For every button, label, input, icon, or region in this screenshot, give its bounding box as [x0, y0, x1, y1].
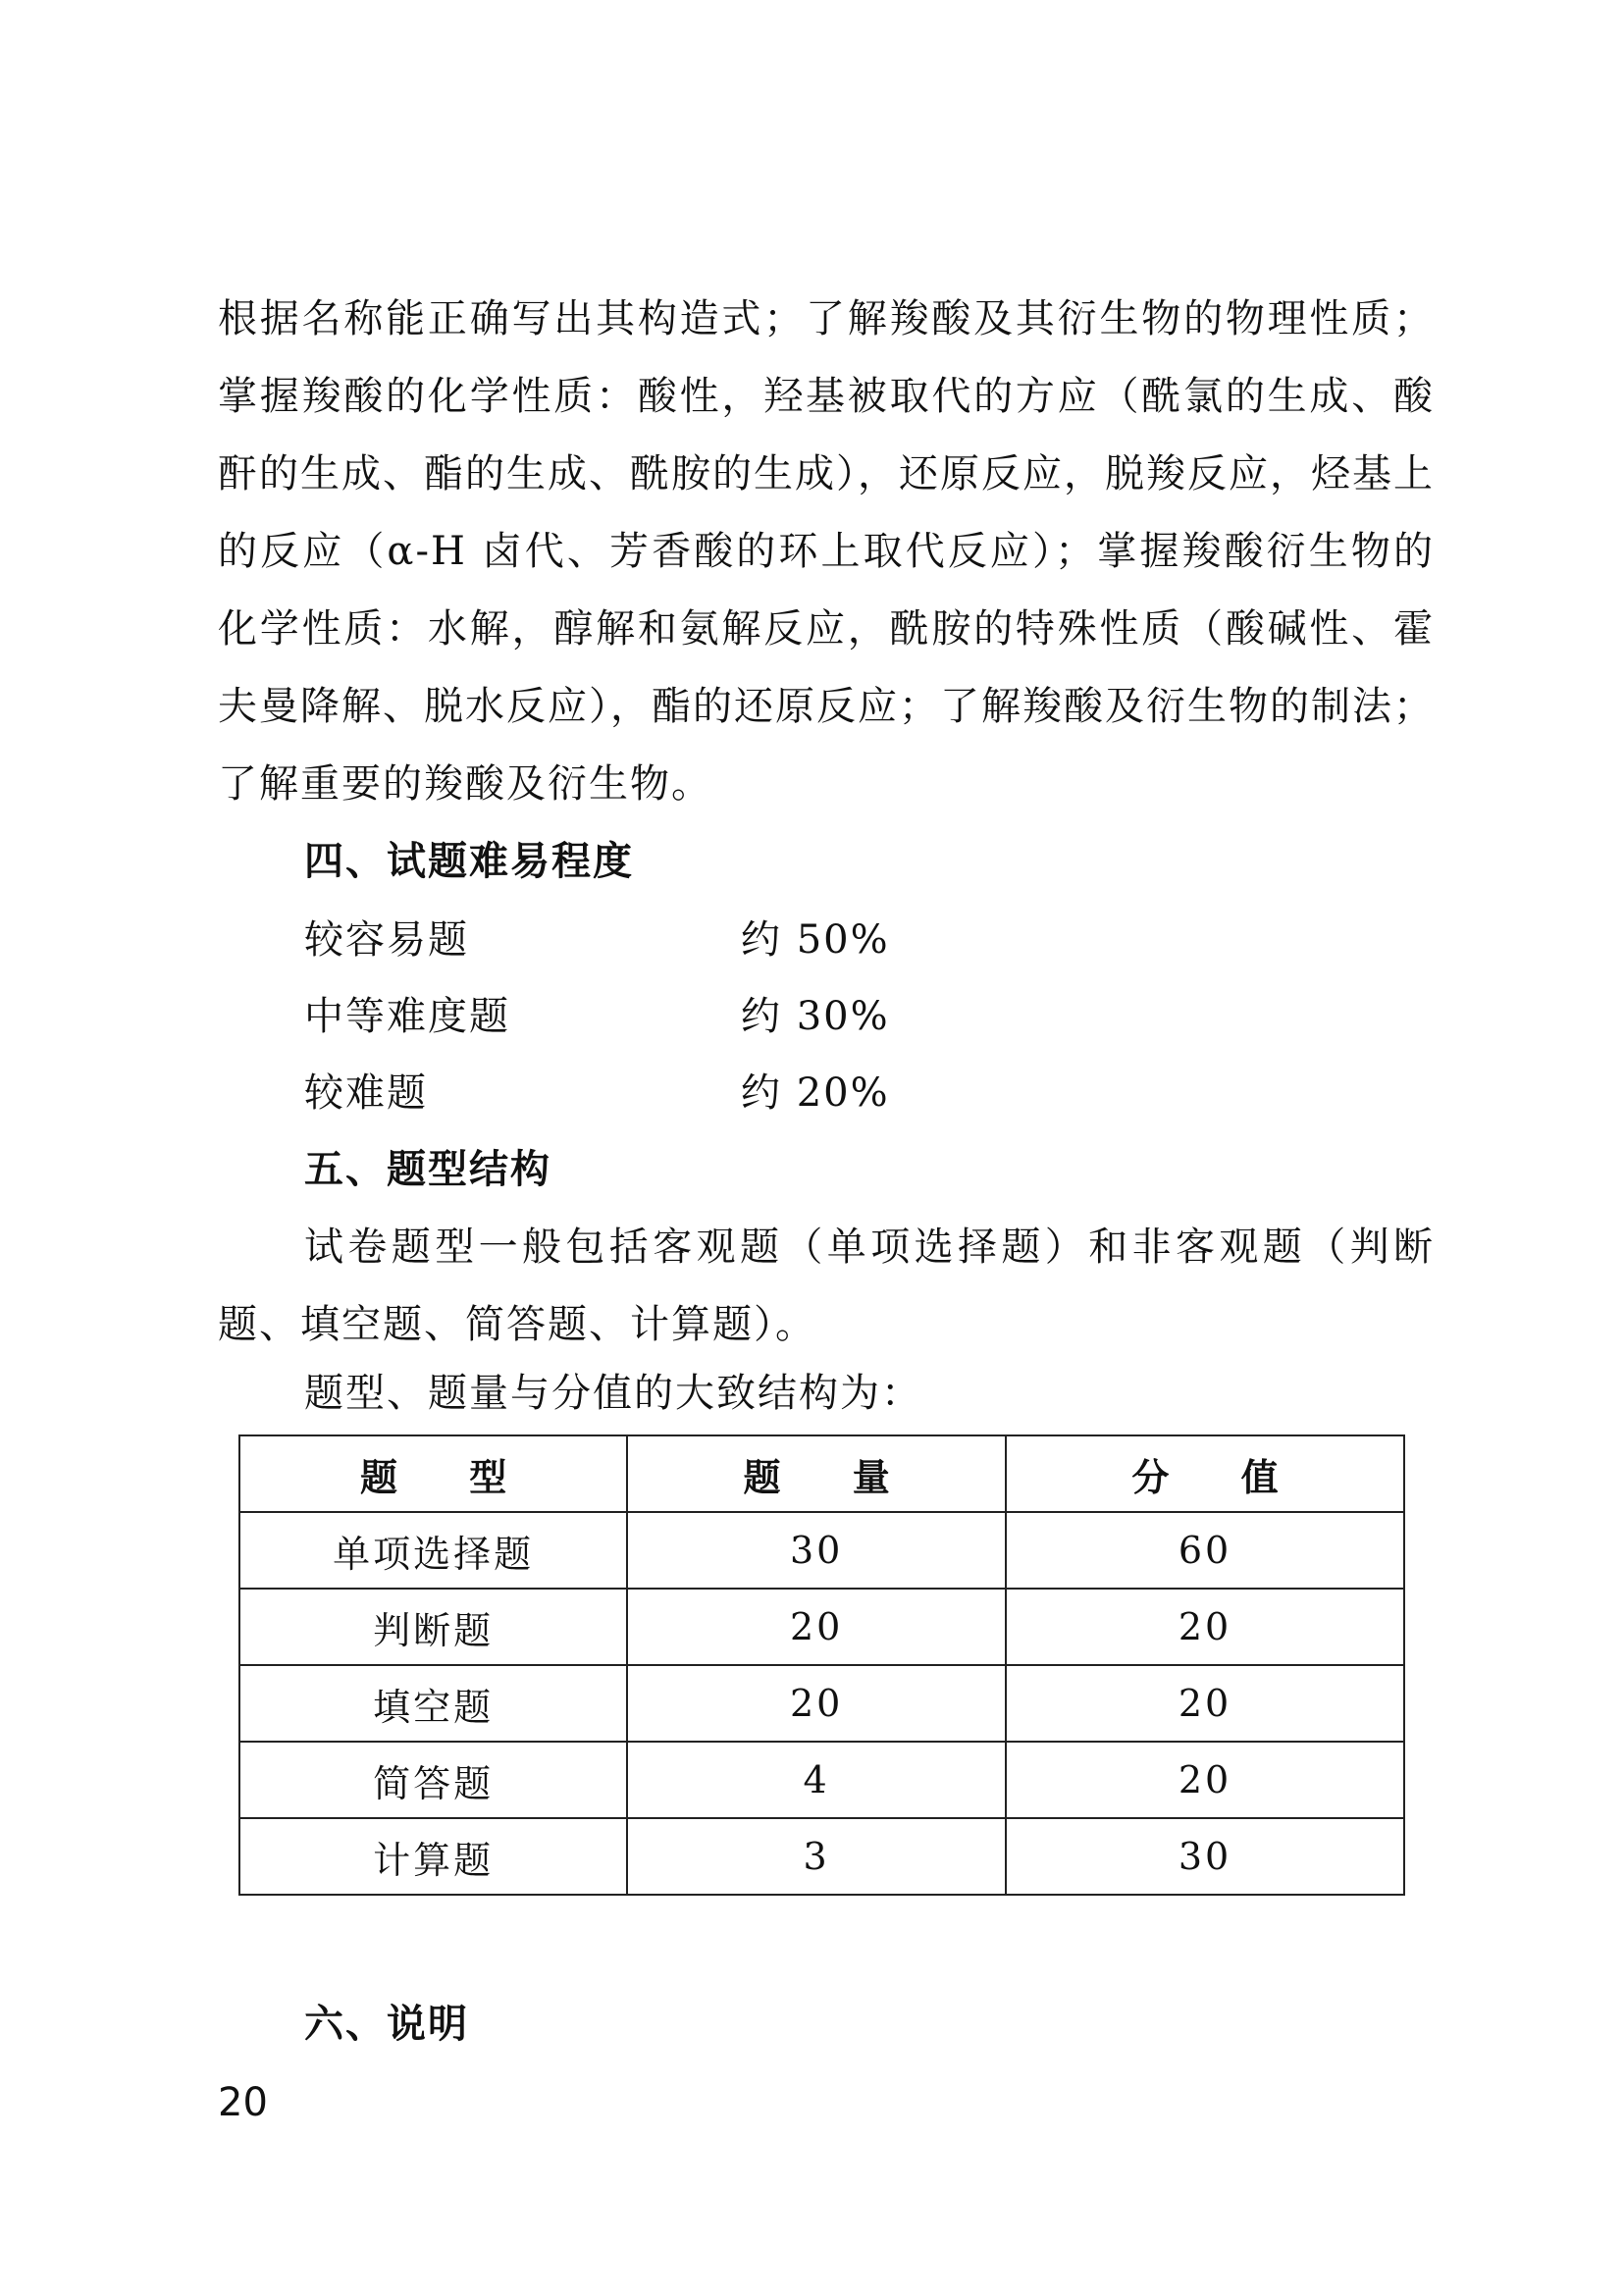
- table-cell: 20: [1006, 1589, 1404, 1665]
- difficulty-label: 较容易题: [304, 917, 469, 963]
- table-row: [239, 1512, 1404, 1589]
- table-header-row: [239, 1435, 1404, 1512]
- table-row: [239, 1665, 1404, 1742]
- table-cell: 20: [1006, 1742, 1404, 1818]
- table-cell: 20: [1006, 1665, 1404, 1742]
- table-header-text: 题 型: [360, 1455, 537, 1499]
- table-cell: 4: [627, 1742, 1006, 1818]
- table-cell: 判断题: [239, 1589, 627, 1665]
- table-cell: 简答题: [239, 1742, 627, 1818]
- structure-intro-paragraph: 题型、题量与分值的大致结构为：: [304, 1371, 922, 1416]
- intro-paragraph: 根据名称能正确写出其构造式；了解羧酸及其衍生物的物理性质；掌握羧酸的化学性质：酸性，羟基被取代的方应（酰氯的生成、酸酐的生成、酯的生成、酰胺的生成），还原反应，脱羧反应，烃基上的反应（α-H 卤代、芳香酸的环上取代反应）；掌握羧酸衍生物的化学性质：水解，醇解和氨解反应，酰胺的特殊性质（酸碱性、霍夫曼降解、脱水反应），酯的还原反应；了解羧酸及衍生物的制法；了解重要的羧酸及衍生物。: [218, 296, 1435, 807]
- table-cell: 3: [627, 1818, 1006, 1895]
- table-cell: 30: [1006, 1818, 1404, 1895]
- table-header-cell: [1006, 1435, 1404, 1512]
- table-header-text: 题 量: [743, 1455, 919, 1499]
- table-cell: 20: [627, 1665, 1006, 1742]
- table-row: [239, 1589, 1404, 1665]
- difficulty-label: 较难题: [304, 1070, 428, 1116]
- table-cell: 计算题: [239, 1818, 627, 1895]
- table-header-text: 分 值: [1131, 1455, 1308, 1499]
- difficulty-value: 约 30%: [741, 994, 890, 1039]
- table-cell: 60: [1006, 1512, 1404, 1589]
- question-structure-table: [238, 1434, 1405, 1896]
- table-header-cell: [239, 1435, 627, 1512]
- question-types-paragraph: 试卷题型一般包括客观题（单项选择题）和非客观题（判断题、填空题、简答题、计算题）。: [218, 1225, 1435, 1347]
- table-cell: 填空题: [239, 1665, 627, 1742]
- difficulty-label: 中等难度题: [304, 994, 510, 1039]
- difficulty-value: 约 20%: [741, 1070, 890, 1116]
- table-cell: 20: [627, 1589, 1006, 1665]
- table-header-cell: [627, 1435, 1006, 1512]
- table-cell: 30: [627, 1512, 1006, 1589]
- table-row: [239, 1818, 1404, 1895]
- table-cell: 单项选择题: [239, 1512, 627, 1589]
- difficulty-value: 约 50%: [741, 917, 890, 963]
- section-6-heading: 六、说明: [304, 2002, 469, 2047]
- table-row: [239, 1742, 1404, 1818]
- page-number: 20: [218, 2080, 268, 2125]
- section-4-heading: 四、试题难易程度: [304, 839, 634, 884]
- section-5-heading: 五、题型结构: [304, 1147, 551, 1192]
